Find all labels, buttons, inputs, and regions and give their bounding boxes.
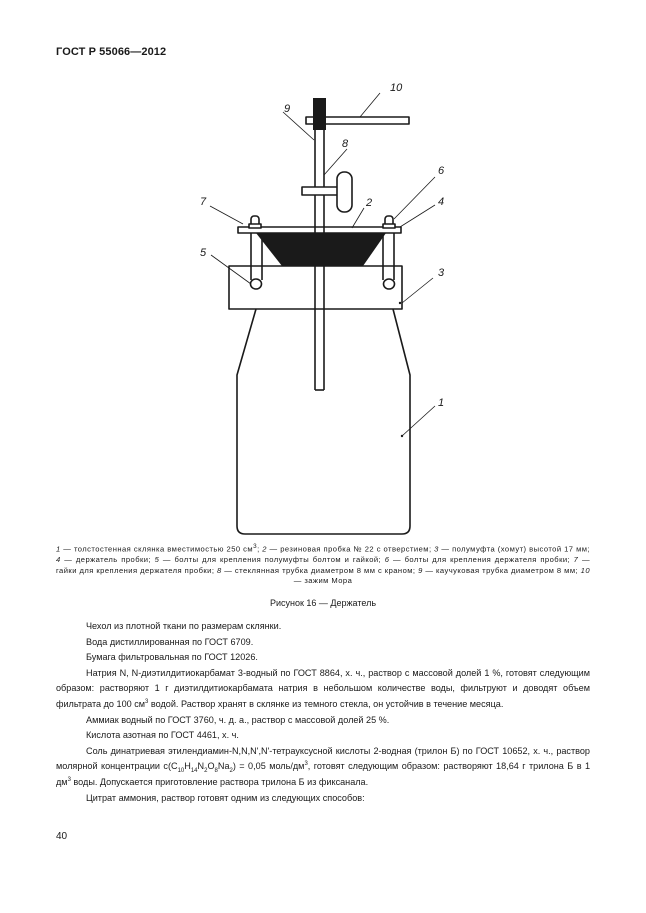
holder-diagram [0,70,646,540]
callout-6: 6 [438,165,445,177]
standard-header: ГОСТ Р 55066—2012 [56,46,167,58]
stopper-holder-plate [238,227,401,233]
callout-3: 3 [438,267,445,279]
callout-4: 4 [438,196,445,208]
callout-7: 7 [200,196,207,208]
callout-10: 10 [390,82,403,94]
paragraph: Аммиак водный по ГОСТ 3760, ч. д. а., раствор с массовой долей 25 %. [86,714,390,725]
paragraph: Натрия N, N-диэтилдитиокарбамат 3-водный по ГОСТ 8864, х. ч., раствор с массовой долей 1 %, готовят следующим образом: растворяют 1 г диэтилдитиокарбамата натрия в небольшом количестве воды, фильтруют и доводят объем фильтрата до 100 $см^3$ водой. Раствор хранят в склянке из темного стекла, он устойчив в течение месяца. [56,667,590,709]
rubber-stopper [256,233,386,266]
callout-2: 2 [366,197,373,209]
rubber-tube [313,98,326,126]
figure-legend: 1 — толстостенная склянка вместимостью 250 $см^3$; 2 — резиновая пробка № 22 с отверстием; 3 — полумуфта (хомут) высотой 17 мм; 4 — держатель пробки; 5 — болты для крепления полумуфты болтом и гайкой; 6 — болты для крепления держателя пробки; 7 — гайки для крепления держателя пробки; 8 — стеклянная трубка диаметром 8 мм с краном; 9 — каучуковая трубка диаметром 8 мм; 10 — зажим Мора [56,543,590,586]
paragraph: Кислота азотная по ГОСТ 4461, х. ч. [86,730,239,741]
body-text [56,619,590,806]
figure-caption: Рисунок 16 — Держатель [269,598,377,608]
paragraph: Бумага фильтровальная по ГОСТ 12026. [86,652,258,663]
callout-8: 8 [342,138,349,150]
callout-5: 5 [200,247,207,259]
paragraph: Цитрат аммония, раствор готовят одним из следующих способов: [86,792,365,803]
paragraph: Вода дистиллированная по ГОСТ 6709. [86,636,254,647]
paragraph: Соль динатриевая этилендиамин-N,N,N',N'-тетрауксусной кислоты 2-водная (трилон Б) по ГОСТ 10652, х. ч., раствор молярной концентрации $c(C_{10}H_{14}N_2O_8Na_2) = 0,05$ моль/$дм^3$, готовят следующим образом: растворяют 18,64 г трилона Б в 1 $дм^3$ воды. Допускается приготовление раствора трилона Б из фиксанала. [56,745,591,787]
page-number: 40 [56,831,68,842]
callout-9: 9 [284,103,291,115]
callout-1: 1 [438,397,445,409]
paragraph: Чехол из плотной ткани по размерам склянки. [86,621,282,631]
